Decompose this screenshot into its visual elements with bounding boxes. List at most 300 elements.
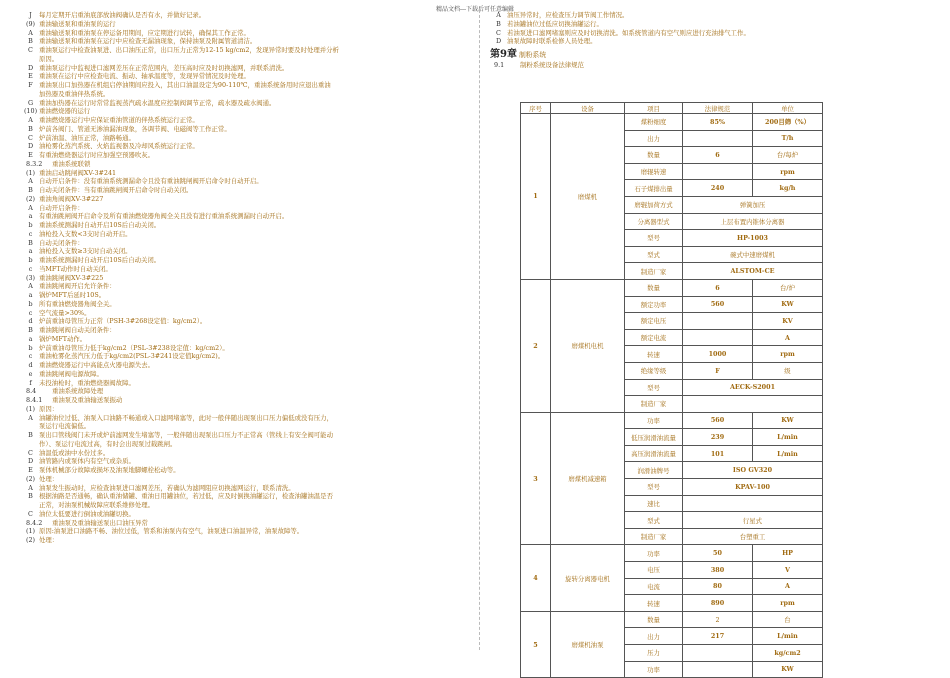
spec-unit: kg/h [753,180,823,197]
item-marker: d [28,361,33,369]
table-row [521,279,823,296]
text-line [22,361,474,370]
text-line [22,160,474,169]
item-text: 油枪雾化蒸汽系统、火焰监视器及冷却风系统运行正常。 [39,142,199,151]
text-line [22,46,474,55]
spec-unit: V [753,562,823,579]
item-marker: 8.4 [26,387,37,396]
item-marker: A [28,282,33,291]
text-line [22,81,474,90]
spec-value: 80 [683,578,753,595]
item-text: 若油泵进口滤网堵塞则应及时切换清洗。如系统管道内有空气则应进行充油排气工作。 [507,28,750,37]
item-marker: (1) [25,527,36,536]
spec-item: 转速 [625,346,683,363]
text-line [22,151,474,160]
text-line [22,326,474,335]
group-number: 1 [521,114,551,280]
text-line [22,239,474,248]
item-marker: e [28,369,33,378]
item-marker: (1) [25,168,36,177]
text-line [22,492,474,501]
item-marker: B [28,492,33,501]
item-marker: D [495,37,502,46]
group-number: 5 [521,611,551,677]
spec-item: 压力 [625,645,683,662]
text-line [22,20,474,29]
spec-unit: kg/cm2 [753,645,823,662]
item-marker: E [28,466,33,474]
item-text: 自动关闭条件： [39,238,84,247]
item-text: 重油泵及重油输送泵振动 [52,396,123,404]
item-marker: A [28,116,33,124]
text-line [22,221,474,230]
text-line [22,352,474,361]
equipment-name: 旋转分离器电机 [551,545,625,611]
item-marker: b [28,221,33,229]
spec-unit: 台 [753,611,823,628]
item-text: 重油泵出口加热器在机组启停油期间应投入，其出口油温设定为90-110℃，重油系统备用时应退出重油 [39,81,331,89]
item-text: 锅炉MFT后延时10S。 [39,291,106,299]
equipment-spec-table [520,102,823,678]
spec-unit: rpm [753,595,823,612]
item-marker: a [28,247,33,256]
item-marker: J [29,11,32,19]
text-line [22,169,474,178]
item-marker: A [496,11,501,19]
item-marker: (10) [23,107,38,116]
item-marker: 8.3.2 [26,159,43,168]
spec-item: 数量 [625,147,683,164]
item-text: 所有重油燃烧器角阀全关。 [39,299,116,308]
item-marker: 8.4.2 [26,518,43,527]
item-text: 泵出口管线阀门未开或炉前滤网发生堵塞等，一般伴随出现泵出口压力不正常高（管线上有安全阀可能动 [39,431,333,439]
spec-unit: HP [753,545,823,562]
table-row [521,114,823,131]
spec-item: 出力 [625,628,683,645]
chapter-heading [490,49,928,61]
text-line [22,344,474,353]
spec-item: 磨辊转速 [625,163,683,180]
text-line [22,527,474,536]
item-text: 重油输送泵和重油泵的运行 [39,19,116,28]
spec-value [683,163,753,180]
group-number: 2 [521,279,551,412]
table-header-cell: 设备 [551,103,625,114]
spec-item: 制造厂家 [625,263,683,280]
item-text: 原因： [39,404,59,413]
item-text: 油枪投入支数<3支时自动开启。 [39,229,132,238]
text-line [22,125,474,134]
item-text: 炉前重油母管压力低于kg/cm2（PSL-3#238设定值：kg/cm2）。 [39,343,229,352]
spec-unit: 级 [753,362,823,379]
spec-item: 润滑油牌号 [625,462,683,479]
item-marker: (9) [25,19,36,28]
item-text: 油位太低要进行倒油或油罐切换。 [39,509,135,518]
spec-unit: L/min [753,628,823,645]
spec-value: ALSTOM-CE [683,263,823,280]
spec-value: 碗式中速磨煤机 [683,246,823,263]
spec-item: 速比 [625,495,683,512]
item-marker: B [28,37,33,46]
text-line [22,510,474,519]
item-marker: b [28,343,33,352]
text-line [22,186,474,195]
chapter-title: 制粉系统 [518,51,547,59]
spec-item: 数量 [625,611,683,628]
item-marker: B [28,238,33,247]
text-line [22,370,474,379]
spec-value: 1000 [683,346,753,363]
spec-item: 型号 [625,379,683,396]
item-text: 处理： [39,536,59,544]
text-line [22,431,474,440]
item-marker: d [28,317,33,326]
item-text: 未投油枪时，重油燃烧器阀故障。 [39,378,135,387]
spec-unit: rpm [753,346,823,363]
spec-value: 101 [683,445,753,462]
text-line [22,64,474,73]
item-text: 原因:油泵进口油路不畅、油位过低，管系和油泵内有空气，油泵进口油温异常，油泵故障等。 [39,527,304,536]
text-line [22,519,474,528]
spec-value: KPAV-100 [683,479,823,496]
text-line [22,142,474,151]
item-text: 重油燃烧器运行中应保证重油管道的伴热系统运行正常。 [39,116,199,124]
item-text: 自动开启条件： [39,203,84,212]
item-text: 重油燃烧器运行中高能点火器电源失去。 [39,361,155,369]
item-text: 重油燃烧器的运行 [39,107,91,116]
item-text: 处理： [39,474,59,483]
item-marker: D [27,63,34,72]
item-marker: a [28,334,33,343]
spec-value: 217 [683,628,753,645]
item-marker: E [28,151,33,159]
item-text: 空气流量>30%。 [39,308,91,317]
spec-item: 高压润滑油流量 [625,445,683,462]
item-text: 重油启动跳闸阀XV-3#241 [39,168,117,177]
item-text: 油泵故障时联系检修人员处理。 [507,37,597,46]
group-number: 3 [521,412,551,545]
item-marker: C [496,28,501,37]
table-header-cell: 序号 [521,103,551,114]
item-marker: (1) [25,404,36,413]
left-column-text [22,11,474,545]
item-text: 若油罐油位过低应切换油罐运行。 [507,19,603,28]
spec-unit: A [753,329,823,346]
item-text: 泵体机械部分故障或损坏及油泵地脚螺栓松动等。 [39,466,180,474]
item-marker: c [28,308,33,317]
table-header-cell: 法律规范 [683,103,753,114]
text-line [22,335,474,344]
text-line [22,116,474,125]
item-marker: f [29,378,32,387]
spec-value: 380 [683,562,753,579]
spec-value [683,495,823,512]
text-line [22,457,474,466]
item-marker: 8.4.1 [26,396,43,404]
item-marker: b [28,256,33,264]
spec-value [683,645,753,662]
spec-value [683,313,753,330]
item-marker: A [28,177,33,186]
item-marker: A [28,203,33,212]
column-divider [479,10,480,650]
text-line [22,99,474,108]
section-number: 9.1 [494,61,505,69]
item-marker: B [28,124,33,133]
text-line [22,195,474,204]
item-marker: C [28,46,33,54]
table-header-cell: 项目 [625,103,683,114]
chapter-number: 第9章 [490,49,517,60]
text-line [22,204,474,213]
watermark-header: 精品文档---下载后可任意编辑 [435,6,515,13]
item-marker: A [28,28,33,37]
text-line [22,265,474,274]
item-text: 重油泵运行中监视进口滤网差压在正常范围内，差压高时应及时切换滤网，并联系清洗。 [39,63,289,72]
item-text: 重油输送泵和重油泵在运行中应检查无漏油现象，保持油泵及附属管道清洁。 [39,37,257,46]
spec-value: ISO GV320 [683,462,823,479]
text-line [22,536,474,545]
item-text: 自动开启条件：没有重油系统测漏命令且没有重油跳闸阀开启命令时自动开启。 [39,177,263,186]
item-text: 重油角阀阀XV-3#227 [39,194,104,203]
spec-value: 560 [683,296,753,313]
spec-value: F [683,362,753,379]
item-marker: B [28,326,33,334]
text-line [22,212,474,221]
spec-item: 额定功率 [625,296,683,313]
text-line [22,90,474,99]
equipment-name: 磨煤机油泵 [551,611,625,677]
text-line [22,396,474,405]
text-line [22,72,474,81]
spec-value: 2 [683,611,753,628]
text-line [22,37,474,46]
spec-value: 239 [683,429,753,446]
text-line [22,440,474,449]
text-line [490,29,928,38]
text-line [22,379,474,388]
item-text: 炉前油温、油压正常，油路畅通。 [39,133,135,142]
text-line [22,405,474,414]
text-line [490,37,928,46]
spec-item: 制造厂家 [625,528,683,545]
spec-value: 行星式 [683,512,823,529]
text-line [22,107,474,116]
text-line [22,300,474,309]
spec-item: 石子煤排出量 [625,180,683,197]
item-marker: B [28,186,33,194]
item-text: 重油系统测漏时自动开启10S后自动关闭。 [39,256,161,264]
spec-item: 型式 [625,246,683,263]
spec-value: AECK-S2001 [683,379,823,396]
text-line [22,177,474,186]
item-text: 重油系统故障处理 [52,387,104,396]
spec-item: 分离器型式 [625,213,683,230]
text-line [22,230,474,239]
section-title: 制粉系统设备法律规范 [520,61,584,69]
text-line [22,256,474,265]
text-line [22,475,474,484]
spec-item: 电流 [625,578,683,595]
text-line [22,387,474,396]
spec-item: 型式 [625,512,683,529]
text-line [490,11,928,20]
spec-unit: A [753,578,823,595]
spec-value: 6 [683,279,753,296]
spec-value: 890 [683,595,753,612]
spec-unit: 台/每炉 [753,147,823,164]
item-text: 重油系统联锁 [52,159,91,168]
item-text: 重油泵及重油输送泵出口油压异常 [52,518,148,527]
item-marker: (3) [25,273,36,282]
item-text: 炉前重油母管压力正常（PSH-3#268设定值：kg/cm2）。 [39,317,207,326]
spec-unit: KW [753,661,823,678]
spec-item: 额定电流 [625,329,683,346]
spec-item: 制造厂家 [625,396,683,413]
spec-unit: KW [753,296,823,313]
spec-unit: L/min [753,429,823,446]
text-line [22,317,474,326]
table-header-row [521,103,823,114]
item-marker: C [28,509,33,518]
spec-item: 电压 [625,562,683,579]
spec-item: 磨辊加荷方式 [625,196,683,213]
item-marker: C [28,133,33,142]
text-line [22,501,474,510]
text-line [490,20,928,29]
item-marker: (2) [25,194,36,203]
section-heading [490,61,928,70]
group-number: 4 [521,545,551,611]
item-marker: (2) [25,536,36,544]
item-text: 炉前各阀门、管道无渗油漏油现象，各调节阀、电磁阀等工作正常。 [39,124,231,133]
item-marker: (2) [25,474,36,483]
text-line [22,274,474,283]
item-marker: a [28,212,33,221]
text-line [22,55,474,64]
spec-unit: KW [753,412,823,429]
equipment-name: 磨煤机电机 [551,279,625,412]
item-text: 有重油燃烧器运行时应加强空预器吹灰。 [39,151,155,159]
item-text: 油泵发生振动时，应检查油泵进口滤网差压，若确认为滤网阻应切换滤网运行，联系清洗。 [39,483,295,492]
equipment-name: 磨煤机减速箱 [551,412,625,545]
spec-item: 绝缘等级 [625,362,683,379]
spec-value: 台塑重工 [683,528,823,545]
text-line [22,247,474,256]
equipment-name: 磨煤机 [551,114,625,280]
item-text: 重油枪雾化蒸汽压力低于kg/cm2(PSL-3#241设定值kg/cm2)。 [39,352,225,361]
item-text: 油管路内或泵体内有空气或杂质。 [39,457,135,466]
item-text: 重油加热器在运行时常常监视蒸汽疏水温度应控制阀调节正常，疏水器及疏水阀通。 [39,98,276,107]
spec-value: 弹簧加压 [683,196,823,213]
text-line [22,449,474,458]
spec-value [683,661,753,678]
spec-value: HP-1003 [683,230,823,247]
spec-item: 功率 [625,412,683,429]
spec-value [683,396,823,413]
item-text: 当MFT动作时自动关闭。 [39,264,112,273]
table-row [521,611,823,628]
spec-unit: T/h [753,130,823,147]
item-marker: C [28,448,33,457]
text-line [22,291,474,300]
spec-value: 上层布置内锥体分离器 [683,213,823,230]
item-marker: c [28,352,33,361]
text-line [22,414,474,423]
item-text: 油温低或油中水份过多。 [39,448,110,457]
item-text: 根据油路是否通畅，确认重油储罐、重油日用罐油位，若过低，应及时倒换油罐运行，检查油罐油温是否 [39,492,333,501]
spec-item: 转速 [625,595,683,612]
item-marker: c [28,264,33,273]
item-text: 重油跳闸阀开启允许条件： [39,282,116,291]
item-text: 重油泵运行中检查油泵进、出口油压正常，出口压力正常为12-15 kg/cm2，发现异常时要及时处理并分析 [39,46,339,54]
spec-unit: KV [753,313,823,330]
item-text: 重油泵在运行中应检查电流、振动、轴承温度等，发现异常情况及时处理。 [39,72,250,81]
spec-item: 数量 [625,279,683,296]
text-line [22,422,474,431]
item-marker: c [28,229,33,238]
text-line [22,11,474,20]
spec-item: 煤粉细度 [625,114,683,131]
item-text: 锅炉MFT动作。 [39,334,87,343]
spec-value [683,130,753,147]
item-text: 重油跳闸阀自动关闭条件： [39,326,116,334]
item-text: 加热器及重油伴热系统。 [39,89,110,98]
item-text: 自动关闭条件：当有重油跳闸阀开启命令时自动关闭。 [39,186,193,194]
item-marker: F [28,81,33,89]
item-text: 重油系统测漏时自动开启10S后自动关闭。 [39,221,161,229]
item-text: 正常，对油泵机械故障应联系维修处理。 [39,501,155,509]
text-line [22,309,474,318]
item-marker: b [28,299,33,308]
item-text: 重油输送泵和重油泵在停运备用期间，应定期进行试转，确保其工作正常。 [39,28,250,37]
table-row [521,412,823,429]
item-text: 每月定期开启重油底部放油阀确认是否有水，并做好记录。 [39,11,206,19]
spec-value: 50 [683,545,753,562]
spec-unit: rpm [753,163,823,180]
table-row [521,545,823,562]
text-line [22,29,474,38]
item-text: 作）、泵运行电流过高，有时会出现泵过载跳闸。 [39,439,177,448]
spec-value: 240 [683,180,753,197]
right-column-text [490,11,928,70]
spec-item: 出力 [625,130,683,147]
text-line [22,484,474,493]
spec-value: 6 [683,147,753,164]
item-marker: A [28,483,33,492]
item-marker: G [27,98,34,107]
spec-value: 85% [683,114,753,131]
item-marker: D [27,457,34,466]
item-marker: A [28,413,33,422]
spec-item: 低压润滑油流量 [625,429,683,446]
spec-unit: L/min [753,445,823,462]
spec-item: 型号 [625,479,683,496]
item-text: 油罐油位过低、油泵入口油路不畅通或入口滤网堵塞等，此时一般伴随出现泵出口压力偏低或没有压力， [39,413,333,422]
item-text: 有重油跳闸阀开启命令及所有重油燃烧器角阀全关且没有进行重油系统测漏时自动开启。 [39,212,289,221]
item-text: 油压异常时，应检查压力调节阀工作情况。 [507,11,629,19]
spec-value [683,329,753,346]
text-line [22,466,474,475]
item-marker: B [28,431,33,439]
item-marker: E [28,72,33,81]
item-text: 重油跳闸阀XV-3#225 [39,273,104,282]
item-marker: a [28,291,33,299]
item-marker: B [496,19,501,28]
text-line [22,282,474,291]
spec-item: 型号 [625,230,683,247]
spec-item: 功率 [625,661,683,678]
